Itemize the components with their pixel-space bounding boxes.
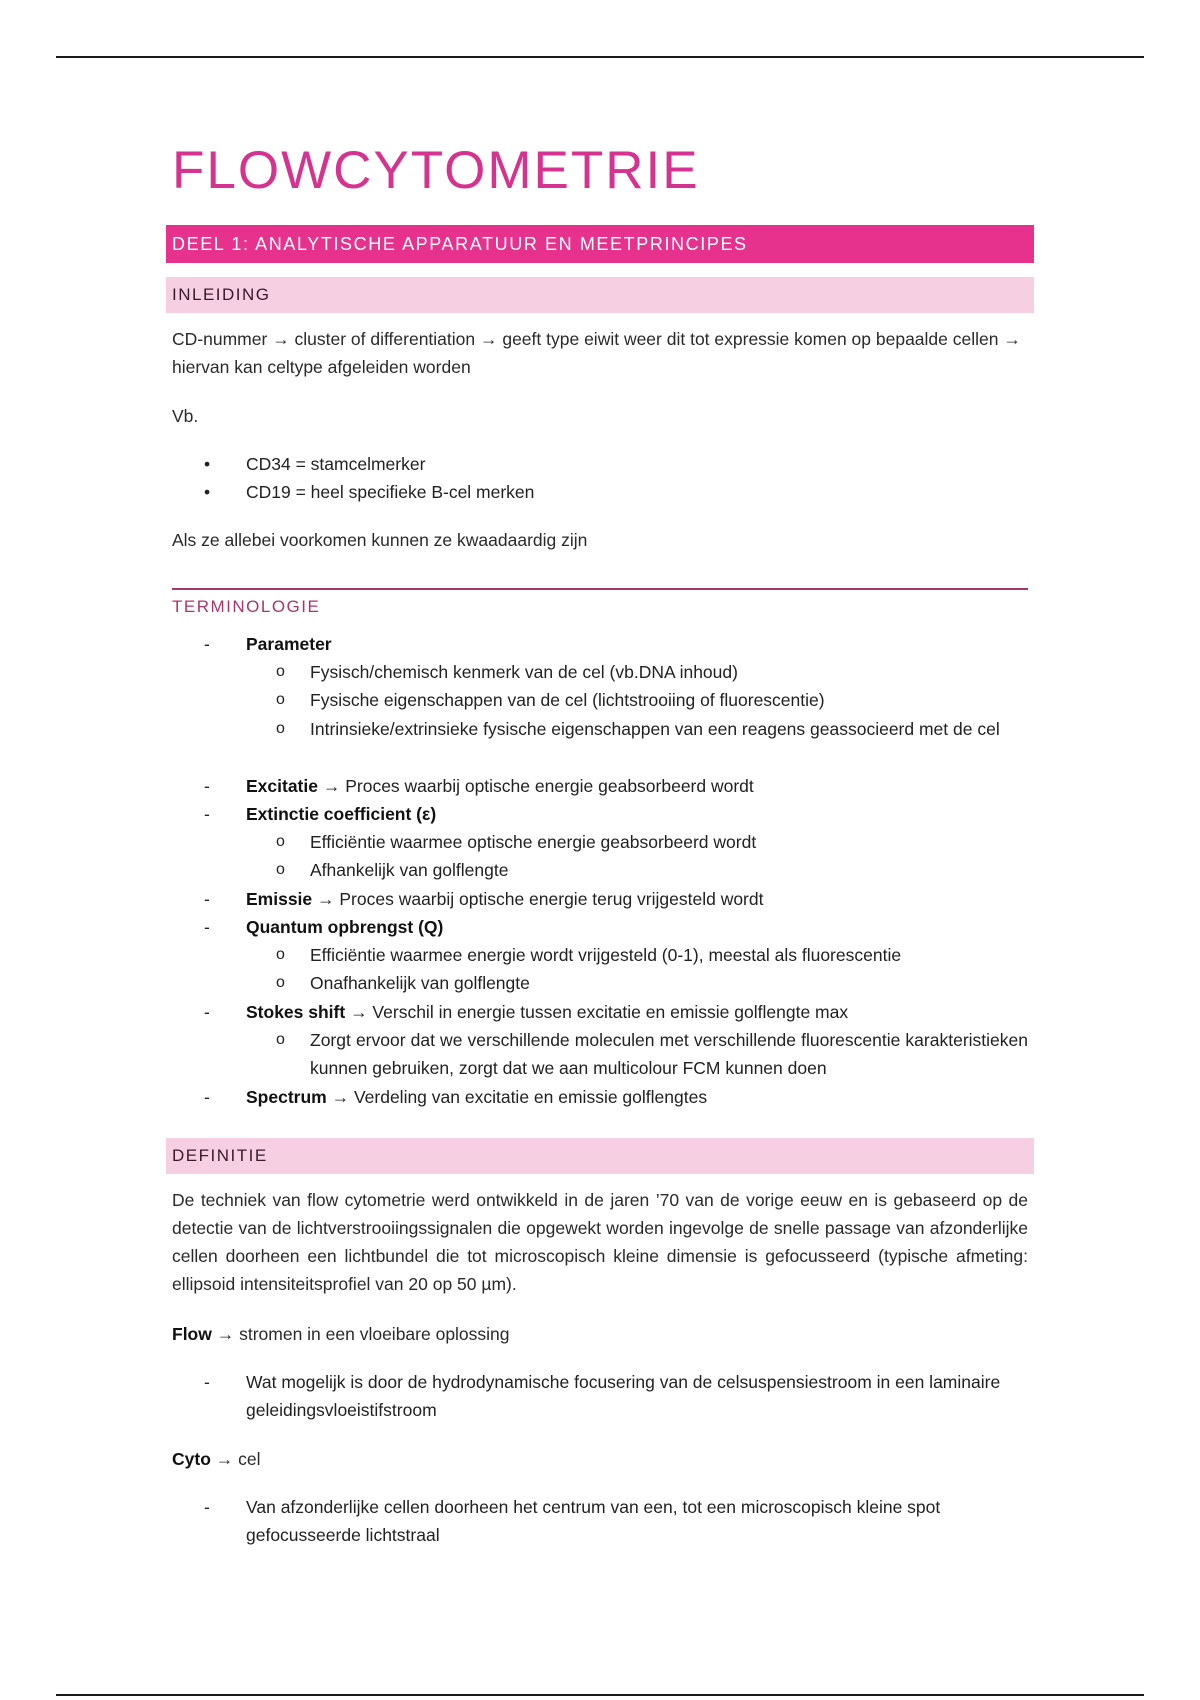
circle-bullet-icon: o (276, 861, 285, 878)
bottom-rule (56, 1694, 1144, 1696)
dash-icon: - (204, 1497, 210, 1517)
inleiding-paragraph: CD-nummer → cluster of differentiation → geeft type eiwit weer dit tot expressie komen op bepaalde cellen → hiervan kan celtype afgeleiden worden (172, 329, 1021, 377)
bullet-icon: • (204, 454, 211, 474)
dash-icon: - (204, 776, 210, 796)
dash-icon: - (204, 889, 210, 909)
dash-icon: - (204, 1002, 210, 1022)
circle-bullet-icon: o (276, 720, 285, 737)
definitie-paragraph: De techniek van flow cytometrie werd ontwikkeld in de jaren ’70 van de vorige eeuw en is gebaseerd op de detectie van de lichtverstrooiingssignalen die opgewekt worden ingevolge de snelle passage van afzonderlijke cellen doorheen een lichtbundel die tot microscopisch kleine dimensie is gefocusseerd (typische afmeting: ellipsoid intensiteitsprofiel van 20 op 50 µm). (172, 1190, 1028, 1294)
document-title: FLOWCYTOMETRIE (172, 141, 700, 200)
bullet-icon: • (204, 482, 211, 502)
circle-bullet-icon: o (276, 974, 285, 991)
subsection-heading-terminologie: TERMINOLOGIE (172, 597, 321, 616)
vb-label: Vb. (172, 406, 199, 426)
dash-icon: - (204, 917, 210, 937)
subsection-rule (172, 588, 1028, 590)
inleiding-closing: Als ze allebei voorkomen kunnen ze kwaadaardig zijn (172, 530, 588, 550)
circle-bullet-icon: o (276, 833, 285, 850)
section-heading-definitie: DEFINITIE (166, 1138, 1034, 1174)
circle-bullet-icon: o (276, 946, 285, 963)
circle-bullet-icon: o (276, 1031, 285, 1048)
dash-icon: - (204, 1372, 210, 1392)
cyto-line: Cyto → cel (172, 1449, 261, 1469)
dash-icon: - (204, 804, 210, 824)
circle-bullet-icon: o (276, 691, 285, 708)
circle-bullet-icon: o (276, 663, 285, 680)
dash-icon: - (204, 1087, 210, 1107)
part-heading: DEEL 1: ANALYTISCHE APPARATUUR EN MEETPRINCIPES (166, 225, 1034, 263)
top-rule (56, 56, 1144, 58)
flow-line: Flow → stromen in een vloeibare oplossing (172, 1324, 510, 1344)
dash-icon: - (204, 634, 210, 654)
section-heading-inleiding: INLEIDING (166, 277, 1034, 313)
